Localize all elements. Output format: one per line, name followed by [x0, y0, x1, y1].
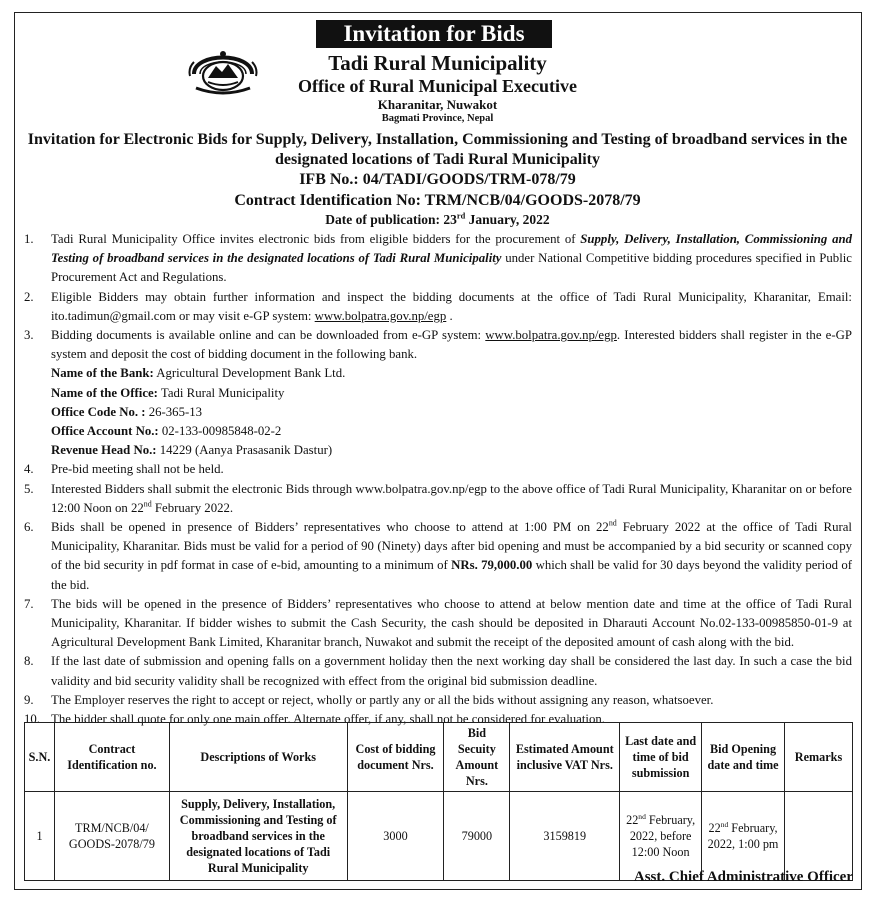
list-item: 1. Tadi Rural Municipality Office invites electronic bids from eligible bidders for the procurement of Supply, Delivery, Installation, Commissioning and Testing of broadband services in the designated locations of Tadi Rural Municipality under National Competitive bidding procedures specified in Public Procurement Act and Regulations.	[24, 232, 852, 285]
header-contract: Contract Identification no.	[54, 723, 169, 792]
list-item: 6. Bids shall be opened in presence of Bidders’ representatives who choose to attend at 1:00 PM on 22nd February 2022 at the office of Tadi Rural Municipality, Kharanitar. Bids must be valid for a period of 90 (Ninety) days after bid opening and must be accompanied by a bid security or scanned copy of the bid security in pdf format in case of e-bid, amounting to a minimum of NRs. 79,000.00 which shall be valid for 30 days beyond the validity period of the bid.	[24, 518, 852, 592]
list-item: 10. The bidder shall quote for only one main offer. Alternate offer, if any, shall not be considered for evaluation.	[24, 712, 605, 727]
office-name-row: Name of the Office: Tadi Rural Municipality	[51, 385, 285, 400]
cell-security: 79000	[444, 792, 510, 881]
office-code: Office Code No. : 26-365-13	[51, 404, 203, 419]
list-item: 3. Bidding documents is available online and can be downloaded from e-GP system: www.bolpatra.gov.np/egp. Interested bidders shall register in the e-GP system and deposit the cost of bidding document in the following bank.	[24, 328, 852, 362]
cell-opening: 22nd February, 2022, 1:00 pm	[702, 792, 785, 881]
ifb-number: IFB No.: 04/TADI/GOODS/TRM-078/79	[299, 171, 576, 188]
header-cost: Cost of bidding document Nrs.	[347, 723, 444, 792]
list-item: 5. Interested Bidders shall submit the electronic Bids through www.bolpatra.gov.np/egp to the above office of Tadi Rural Municipality, Kharanitar on or before 12:00 Noon on 22nd February 2022.	[24, 481, 852, 515]
header-description: Descriptions of Works	[169, 723, 347, 792]
publication-date: Date of publication: 23rd January, 2022	[325, 211, 550, 227]
header-last-date: Last date and time of bid submission	[620, 723, 702, 792]
contract-identification: Contract Identification No: TRM/NCB/04/GOODS-2078/79	[234, 192, 641, 209]
page-banner: Invitation for Bids	[316, 20, 552, 48]
signoff: Asst. Chief Administrative Officer	[633, 869, 853, 885]
cell-sn: 1	[25, 792, 55, 881]
bank-details	[24, 364, 852, 460]
cell-description: Supply, Delivery, Installation, Commissioning and Testing of broadband services in the designated locations of Tadi Rural Municipality	[169, 792, 347, 881]
header-opening: Bid Opening date and time	[702, 723, 785, 792]
notice-title: Invitation for Electronic Bids for Supply, Delivery, Installation, Commissioning and Testing of broadband services in the designated locations of Tadi Rural Municipality	[27, 131, 848, 168]
header-sn: S.N.	[25, 723, 55, 792]
cell-last-date: 22nd February, 2022, before 12:00 Noon	[620, 792, 702, 881]
list-item: 4. Pre-bid meeting shall not be held.	[24, 462, 224, 477]
table-header-row	[25, 723, 853, 792]
list-item: 7. The bids will be opened in the presence of Bidders’ representatives who choose to attend at below mention date and time at the office of Tadi Rural Municipality, Kharanitar. If bidder wishes to submit the Cash Security, the cash should be deposited in Dharauti Account No.02-133-00985850-01-9 at Agricultural Development Bank Limited, Kharanitar branch, Nuwakot and submit the receipt of the deposited amount of cash along with the bid.	[24, 596, 852, 650]
egp-link[interactable]: www.bolpatra.gov.np/egp	[314, 308, 447, 323]
list-item: 2. Eligible Bidders may obtain further information and inspect the bidding documents at the office of Tadi Rural Municipality, Kharanitar, Email: ito.tadimun@gmail.com or may visit e-GP system: www.bolpatra.gov.np/egp .	[24, 289, 852, 323]
list-item: 8. If the last date of submission and opening falls on a government holiday then the next working day shall be considered the last day. In such a case the bid validity and bid security validity shall be recognized with effect from the original bid submission deadline.	[24, 654, 852, 688]
notice-items	[24, 230, 852, 729]
egp-link[interactable]: www.bolpatra.gov.np/egp	[485, 328, 617, 343]
header-remarks: Remarks	[784, 723, 852, 792]
header-security: Bid Secuity Amount Nrs.	[444, 723, 510, 792]
cell-contract: TRM/NCB/04/ GOODS-2078/79	[54, 792, 169, 881]
cell-estimate: 3159819	[510, 792, 620, 881]
municipality-name: Tadi Rural Municipality	[328, 51, 547, 75]
revenue-head: Revenue Head No.: 14229 (Aanya Prasasanik Dastur)	[51, 443, 333, 458]
office-name: Office of Rural Municipal Executive	[298, 76, 577, 96]
bank-name: Name of the Bank: Agricultural Development Bank Ltd.	[51, 366, 346, 381]
cell-remarks	[784, 792, 852, 881]
table-row	[25, 792, 853, 881]
header-estimate: Estimated Amount inclusive VAT Nrs.	[510, 723, 620, 792]
province-name: Bagmati Province, Nepal	[381, 113, 494, 124]
cell-cost: 3000	[347, 792, 444, 881]
bid-table	[24, 722, 853, 881]
office-location: Kharanitar, Nuwakot	[377, 97, 498, 112]
list-item: 9. The Employer reserves the right to accept or reject, wholly or partly any or all the bids without assigning any reason, whatsoever.	[24, 692, 714, 707]
office-account: Office Account No.: 02-133-00985848-02-2	[51, 424, 282, 439]
